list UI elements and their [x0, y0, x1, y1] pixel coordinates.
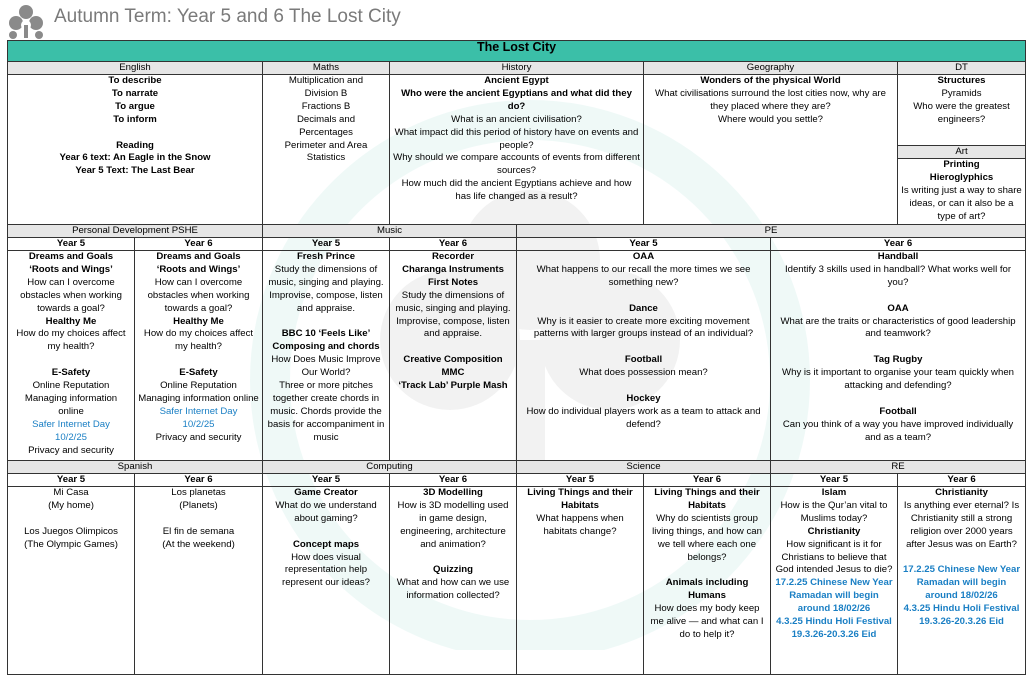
pshe-topic: E-Safety	[179, 367, 218, 379]
music-text: How Does Music Improve Our World?	[271, 354, 381, 379]
spanish-header: Spanish	[8, 461, 263, 474]
banner-title: The Lost City	[8, 41, 1026, 62]
subject-header-row-2	[8, 225, 1026, 238]
subject-content-row-2	[8, 251, 1026, 461]
maths-line: Percentages	[299, 126, 353, 138]
pshe-line: Privacy and security	[28, 444, 114, 456]
re-header: RE	[771, 461, 1026, 474]
pshe-topic: Dreams and Goals	[156, 251, 241, 262]
dt-header: DT	[898, 62, 1026, 75]
year-label: Year 5	[517, 238, 771, 251]
maths-cell	[263, 75, 390, 225]
art-header: Art	[898, 145, 1025, 159]
history-header: History	[390, 62, 644, 75]
year-header-row-3	[8, 474, 1026, 487]
spanish-line: (At the weekend)	[162, 538, 235, 550]
pshe-line: Managing information online	[138, 392, 259, 404]
science-question: Why do scientists group living things, and how can we tell where each one belongs?	[652, 512, 762, 563]
spanish-line: El fin de semana	[162, 525, 235, 537]
science-y6-cell	[644, 487, 771, 675]
year-label: Year 6	[135, 474, 263, 487]
music-topic: ‘Track Lab’ Purple Mash	[398, 380, 508, 392]
music-topic: Composing and chords	[272, 341, 380, 353]
history-question: What impact did this period of history have on events and people?	[394, 126, 639, 151]
subject-header-row-3	[8, 461, 1026, 474]
computing-y6-cell	[390, 487, 517, 675]
pe-question: Identify 3 skills used in handball? What works well for you?	[784, 263, 1012, 288]
english-cell	[8, 75, 263, 225]
pe-topic: OAA	[887, 302, 909, 314]
pshe-question: How do my choices affect my health?	[16, 328, 126, 353]
re-y5-cell	[771, 487, 898, 675]
year-label: Year 5	[263, 238, 390, 251]
english-line: To narrate	[111, 87, 159, 99]
science-y5-cell	[517, 487, 644, 675]
pe-question: What are the traits or characteristics of good leadership and teamwork?	[780, 315, 1016, 340]
maths-line: Fractions B	[301, 100, 351, 112]
maths-header: Maths	[263, 62, 390, 75]
music-topic: BBC 10 ‘Feels Like’	[281, 328, 371, 340]
english-line: To argue	[115, 100, 155, 112]
pshe-highlight: Safer Internet Day	[32, 418, 110, 430]
pe-question: How do individual players work as a team to attack and defend?	[526, 405, 761, 430]
music-text: Three or more pitches together create chords in music. Chords provide the basis for accompaniment in music	[267, 380, 385, 443]
computing-topic: Game Creator	[294, 487, 358, 498]
year-label: Year 6	[135, 238, 263, 251]
history-question: Why should we compare accounts of events from different sources?	[393, 152, 640, 177]
art-question: Is writing just a way to share ideas, or can it also be a type of art?	[901, 184, 1022, 222]
re-date: 17.2.25 Chinese New Year	[775, 577, 893, 589]
computing-question: What and how can we use information collected?	[396, 577, 510, 602]
computing-question: What do we understand about gaming?	[275, 499, 377, 524]
english-header: English	[8, 62, 263, 75]
curriculum-table	[7, 40, 1026, 675]
geography-topic: Wonders of the physical World	[700, 75, 841, 86]
dt-line: Pyramids	[941, 87, 982, 99]
pe-question: Can you think of a way you have improved individually and as a team?	[782, 418, 1014, 443]
spanish-line: (My home)	[48, 499, 94, 511]
pshe-highlight: 10/2/25	[182, 418, 215, 430]
maths-line: Multiplication and	[288, 75, 364, 86]
pshe-y5-cell	[8, 251, 135, 461]
maths-line: Statistics	[306, 152, 346, 164]
pshe-question: How can I overcome obstacles when working towards a goal?	[20, 276, 122, 314]
dt-content	[898, 75, 1025, 145]
pshe-line: Online Reputation	[32, 380, 110, 392]
re-topic: Islam	[821, 487, 847, 498]
history-key-question: Who were the ancient Egyptians and what did they do?	[401, 87, 632, 112]
history-question: How much did the ancient Egyptians achieve and how has life changed as a result?	[401, 178, 632, 203]
pe-header: PE	[517, 225, 1026, 238]
subject-header-row-1	[8, 62, 1026, 75]
music-text: Study the dimensions of music, singing and playing. Improvise, compose, listen and appraise.	[395, 289, 511, 340]
science-topic: Living Things and their Habitats	[527, 487, 633, 511]
pshe-question: How can I overcome obstacles when working towards a goal?	[147, 276, 250, 314]
maths-line: Perimeter and Area	[284, 139, 368, 151]
year-header-row-2	[8, 238, 1026, 251]
re-question: How significant is it for Christians to believe that God intended Jesus to die?	[775, 538, 893, 576]
re-question: How is the Qur’an vital to Muslims today?	[780, 499, 888, 524]
year-label: Year 6	[390, 238, 517, 251]
pe-question: What does possession mean?	[579, 367, 708, 379]
pe-question: Why is it important to organise your team quickly when attacking and defending?	[782, 367, 1014, 392]
spanish-line: (The Olympic Games)	[24, 538, 118, 550]
school-logo-icon	[6, 3, 46, 39]
pe-topic: Handball	[877, 251, 919, 262]
art-content	[898, 159, 1025, 224]
dt-art-cell	[898, 75, 1026, 225]
computing-topic: Concept maps	[292, 538, 360, 550]
computing-header: Computing	[263, 461, 517, 474]
year-label: Year 5	[517, 474, 644, 487]
re-date: 4.3.25 Hindu Holi Festival	[903, 603, 1020, 615]
year-label: Year 5	[8, 238, 135, 251]
re-date: 17.2.25 Chinese New Year	[902, 564, 1021, 576]
computing-topic: 3D Modelling	[423, 487, 483, 498]
science-topic: Living Things and their Habitats	[654, 487, 760, 511]
music-topic: Fresh Prince	[296, 251, 356, 262]
year-label: Year 6	[390, 474, 517, 487]
pe-topic: Hockey	[626, 392, 661, 404]
re-date: Ramadan will begin around 18/02/26	[789, 590, 879, 615]
re-date: 19.3.26-20.3.26 Eid	[791, 628, 877, 640]
science-question: What happens when habitats change?	[536, 512, 624, 537]
pshe-topic: Healthy Me	[173, 315, 224, 327]
computing-topic: Quizzing	[433, 564, 473, 576]
re-date: 19.3.26-20.3.26 Eid	[919, 616, 1004, 628]
pe-topic: Tag Rugby	[873, 354, 923, 366]
spanish-y6-cell	[135, 487, 263, 675]
pshe-line: Privacy and security	[155, 431, 242, 443]
year-label: Year 5	[8, 474, 135, 487]
spanish-line: (Planets)	[179, 499, 218, 511]
pe-topic: Football	[624, 354, 663, 366]
subject-content-row-3	[8, 487, 1026, 675]
year-label: Year 6	[644, 474, 771, 487]
dt-line: Who were the greatest engineers?	[913, 100, 1010, 125]
english-y6-text: Year 6 text: An Eagle in the Snow	[59, 152, 211, 164]
pshe-topic: ‘Roots and Wings’	[29, 263, 113, 275]
music-y6-cell	[390, 251, 517, 461]
computing-question: How does visual representation help represent our ideas?	[282, 551, 370, 589]
subject-content-row-1	[8, 75, 1026, 225]
music-topic: MMC	[441, 367, 465, 379]
english-reading: Reading	[116, 139, 154, 151]
pe-topic: OAA	[632, 251, 655, 262]
music-header: Music	[263, 225, 517, 238]
spanish-line: Los planetas	[171, 487, 226, 498]
computing-y5-cell	[263, 487, 390, 675]
pshe-line: Online Reputation	[160, 380, 237, 392]
re-date: Ramadan will begin around 18/02/26	[916, 577, 1007, 602]
re-y6-cell	[898, 487, 1026, 675]
music-topic: Creative Composition	[403, 354, 503, 366]
science-question: How does my body keep me alive — and what can I do to help it?	[650, 603, 764, 640]
re-topic: Christianity	[935, 487, 988, 498]
maths-line: Decimals and	[296, 113, 356, 125]
art-topic: Printing	[943, 159, 980, 170]
english-line: To describe	[108, 75, 162, 86]
page-header	[0, 0, 1030, 40]
geography-question: What civilisations surround the lost cities now, why are they placed where they are?	[655, 87, 886, 112]
english-y5-text: Year 5 Text: The Last Bear	[75, 165, 195, 177]
computing-question: How is 3D modelling used in game design, engineering, architecture and animation?	[397, 499, 509, 550]
history-question: What is an ancient civilisation?	[451, 113, 582, 125]
year-label: Year 5	[263, 474, 390, 487]
pshe-header: Personal Development PSHE	[8, 225, 263, 238]
year-label: Year 5	[771, 474, 898, 487]
re-question: Is anything ever eternal? Is Christianity still a strong religion over 2000 years after Jesus was on Earth?	[903, 499, 1020, 550]
pe-question: Why is it easier to create more exciting movement patterns with larger groups instead of an individual?	[533, 315, 754, 340]
pe-topic: Dance	[629, 302, 658, 314]
pshe-topic: ‘Roots and Wings’	[156, 263, 241, 275]
year-label: Year 6	[771, 238, 1026, 251]
pshe-question: How do my choices affect my health?	[143, 328, 254, 353]
spanish-line: Los Juegos Olimpicos	[24, 525, 118, 537]
page-title: Autumn Term: Year 5 and 6 The Lost City	[54, 6, 401, 27]
pe-topic: Football	[879, 405, 917, 417]
pshe-topic: Dreams and Goals	[28, 251, 114, 262]
maths-line: Division B	[304, 87, 348, 99]
pshe-highlight: Safer Internet Day	[159, 405, 238, 417]
art-topic: Hieroglyphics	[929, 171, 994, 183]
pe-y5-cell	[517, 251, 771, 461]
pshe-topic: Healthy Me	[45, 315, 97, 327]
dt-topic: Structures	[937, 75, 986, 86]
science-header: Science	[517, 461, 771, 474]
pshe-highlight: 10/2/25	[54, 431, 87, 443]
music-topic: Charanga Instruments	[402, 263, 504, 275]
music-topic: Recorder	[431, 251, 475, 262]
pshe-line: Managing information online	[24, 392, 118, 417]
geography-question: Where would you settle?	[717, 113, 824, 125]
pe-y6-cell	[771, 251, 1026, 461]
music-text: Study the dimensions of music, singing and playing. Improvise, compose, listen and appraise.	[268, 263, 384, 314]
pe-question: What happens to our recall the more times we see something new?	[536, 263, 751, 288]
year-label: Year 6	[898, 474, 1026, 487]
pshe-y6-cell	[135, 251, 263, 461]
science-topic: Animals including Humans	[665, 577, 749, 602]
re-date: 4.3.25 Hindu Holi Festival	[776, 616, 892, 628]
spanish-line: Mi Casa	[53, 487, 89, 498]
re-topic: Christianity	[807, 525, 861, 537]
geography-header: Geography	[644, 62, 898, 75]
pshe-topic: E-Safety	[51, 367, 91, 379]
history-cell	[390, 75, 644, 225]
geography-cell	[644, 75, 898, 225]
banner-row	[8, 41, 1026, 62]
spanish-y5-cell	[8, 487, 135, 675]
history-topic: Ancient Egypt	[484, 75, 549, 86]
music-y5-cell	[263, 251, 390, 461]
english-line: To inform	[113, 113, 157, 125]
music-topic: First Notes	[427, 276, 479, 288]
